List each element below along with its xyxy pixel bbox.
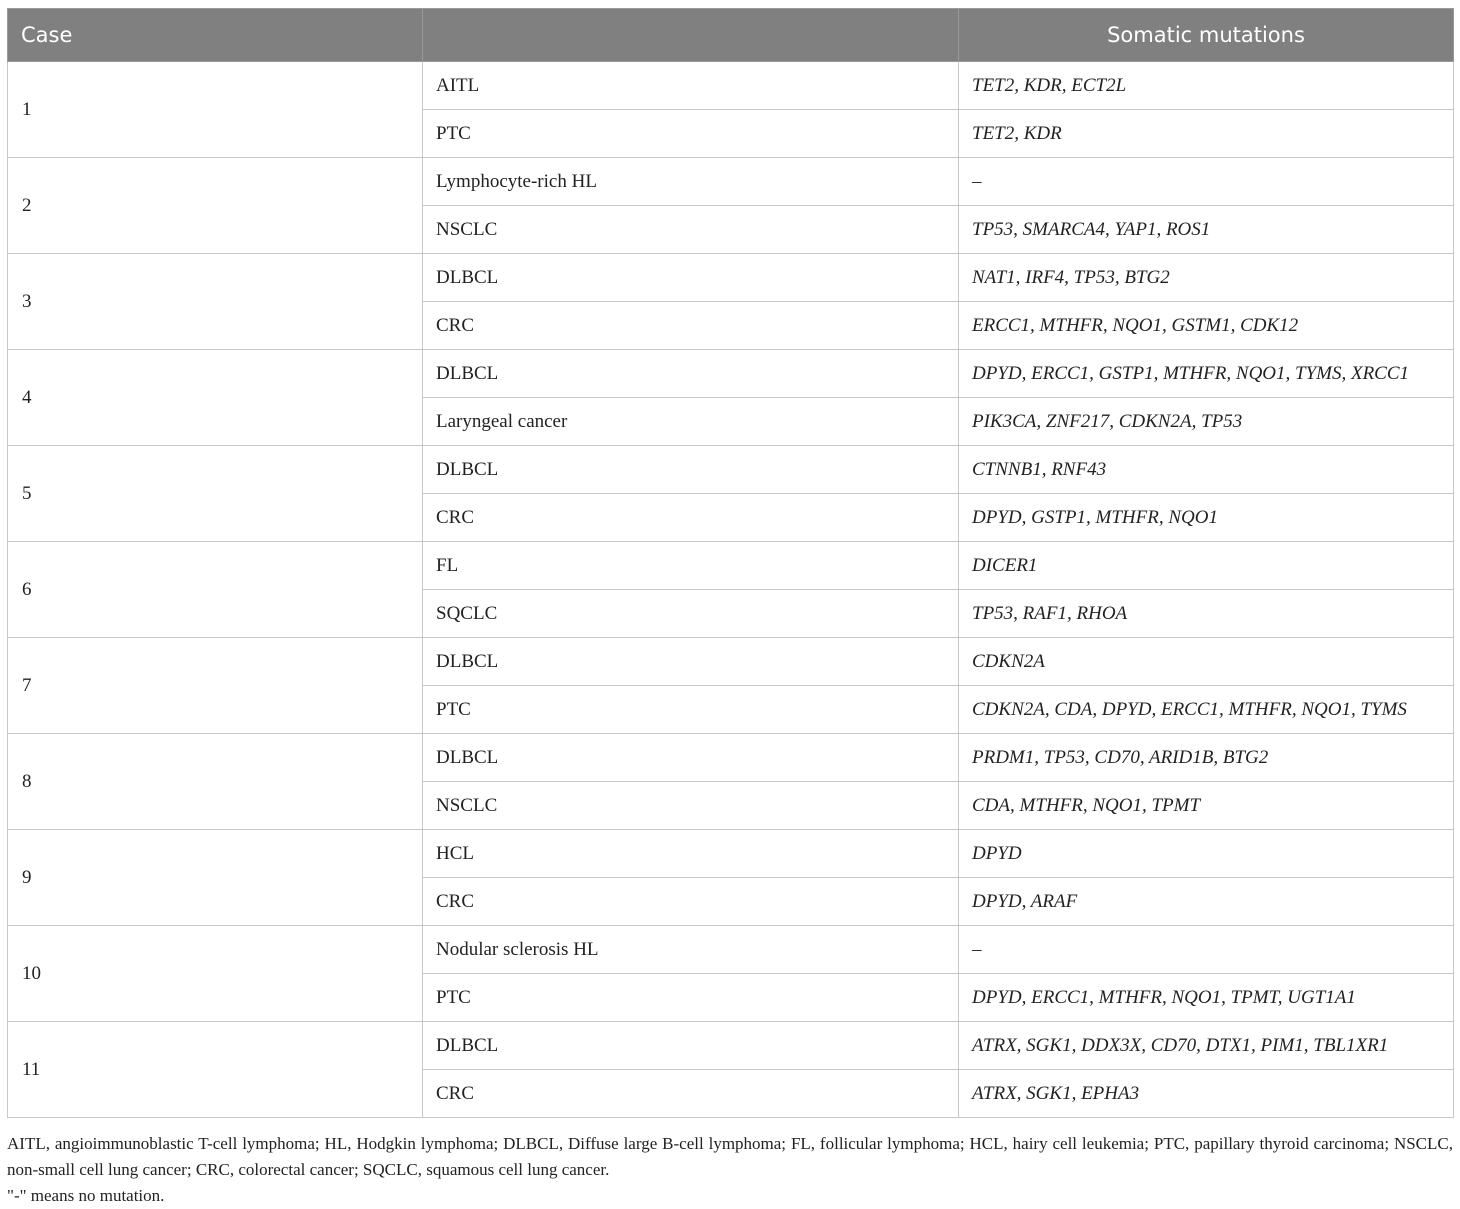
table-row [8, 254, 1454, 302]
table-row [8, 158, 1454, 206]
case-number-cell: 2 [8, 158, 423, 254]
somatic-mutations-cell: TET2, KDR [959, 110, 1454, 158]
somatic-mutations-cell: DPYD, ARAF [959, 878, 1454, 926]
cancer-type-cell: PTC [423, 974, 959, 1022]
case-number-cell: 9 [8, 830, 423, 926]
case-number-cell: 3 [8, 254, 423, 350]
table-row [8, 830, 1454, 878]
somatic-mutations-cell: PIK3CA, ZNF217, CDKN2A, TP53 [959, 398, 1454, 446]
cancer-type-cell: DLBCL [423, 734, 959, 782]
table-row [8, 734, 1454, 782]
somatic-mutations-cell: TP53, RAF1, RHOA [959, 590, 1454, 638]
table-header [8, 9, 1454, 62]
somatic-mutations-cell: CDA, MTHFR, NQO1, TPMT [959, 782, 1454, 830]
somatic-mutations-cell: DPYD, GSTP1, MTHFR, NQO1 [959, 494, 1454, 542]
cancer-type-cell: PTC [423, 110, 959, 158]
table-row [8, 62, 1454, 110]
case-number-cell: 10 [8, 926, 423, 1022]
somatic-mutations-cell: DPYD, ERCC1, GSTP1, MTHFR, NQO1, TYMS, XRCC1 [959, 350, 1454, 398]
case-number-cell: 8 [8, 734, 423, 830]
table-row [8, 926, 1454, 974]
somatic-mutations-cell: – [959, 926, 1454, 974]
cancer-type-cell: HCL [423, 830, 959, 878]
cancer-type-cell: CRC [423, 302, 959, 350]
header-case: Case [8, 9, 423, 62]
case-number-cell: 5 [8, 446, 423, 542]
case-number-cell: 7 [8, 638, 423, 734]
mutations-table [7, 8, 1454, 1118]
table-row [8, 638, 1454, 686]
header-row [8, 9, 1454, 62]
somatic-mutations-cell: ATRX, SGK1, EPHA3 [959, 1070, 1454, 1118]
somatic-mutations-cell: CDKN2A, CDA, DPYD, ERCC1, MTHFR, NQO1, TYMS [959, 686, 1454, 734]
cancer-type-cell: NSCLC [423, 206, 959, 254]
somatic-mutations-cell: TP53, SMARCA4, YAP1, ROS1 [959, 206, 1454, 254]
somatic-mutations-cell: DICER1 [959, 542, 1454, 590]
cancer-type-cell: CRC [423, 878, 959, 926]
cancer-type-cell: Lymphocyte-rich HL [423, 158, 959, 206]
somatic-mutations-cell: TET2, KDR, ECT2L [959, 62, 1454, 110]
case-number-cell: 1 [8, 62, 423, 158]
somatic-mutations-cell: CDKN2A [959, 638, 1454, 686]
cancer-type-cell: FL [423, 542, 959, 590]
abbreviations-footnote: AITL, angioimmunoblastic T-cell lymphoma; HL, Hodgkin lymphoma; DLBCL, Diffuse large B-cell lymphoma; FL, follicular lymphoma; HCL, hairy cell leukemia; PTC, papillary thyroid carcinoma; NSCLC, non-small cell lung cancer; CRC, colorectal cancer; SQCLC, squamous cell lung cancer. [7, 1134, 1453, 1179]
table-footnotes [7, 1131, 1453, 1209]
mutations-table-container [7, 8, 1453, 1118]
cancer-type-cell: Laryngeal cancer [423, 398, 959, 446]
no-mutation-footnote: "-" means no mutation. [7, 1186, 165, 1205]
header-cancer-type [423, 9, 959, 62]
table-row [8, 542, 1454, 590]
case-number-cell: 6 [8, 542, 423, 638]
cancer-type-cell: CRC [423, 494, 959, 542]
table-row [8, 350, 1454, 398]
table-body [8, 62, 1454, 1118]
cancer-type-cell: DLBCL [423, 350, 959, 398]
table-row [8, 446, 1454, 494]
case-number-cell: 11 [8, 1022, 423, 1118]
table-row [8, 1022, 1454, 1070]
somatic-mutations-cell: DPYD, ERCC1, MTHFR, NQO1, TPMT, UGT1A1 [959, 974, 1454, 1022]
case-number-cell: 4 [8, 350, 423, 446]
cancer-type-cell: CRC [423, 1070, 959, 1118]
somatic-mutations-cell: PRDM1, TP53, CD70, ARID1B, BTG2 [959, 734, 1454, 782]
cancer-type-cell: SQCLC [423, 590, 959, 638]
cancer-type-cell: DLBCL [423, 446, 959, 494]
cancer-type-cell: DLBCL [423, 254, 959, 302]
somatic-mutations-cell: NAT1, IRF4, TP53, BTG2 [959, 254, 1454, 302]
cancer-type-cell: Nodular sclerosis HL [423, 926, 959, 974]
cancer-type-cell: NSCLC [423, 782, 959, 830]
somatic-mutations-cell: DPYD [959, 830, 1454, 878]
somatic-mutations-cell: ERCC1, MTHFR, NQO1, GSTM1, CDK12 [959, 302, 1454, 350]
header-somatic-mutations: Somatic mutations [959, 9, 1454, 62]
cancer-type-cell: DLBCL [423, 638, 959, 686]
somatic-mutations-cell: CTNNB1, RNF43 [959, 446, 1454, 494]
cancer-type-cell: AITL [423, 62, 959, 110]
somatic-mutations-cell: ATRX, SGK1, DDX3X, CD70, DTX1, PIM1, TBL1XR1 [959, 1022, 1454, 1070]
cancer-type-cell: DLBCL [423, 1022, 959, 1070]
somatic-mutations-cell: – [959, 158, 1454, 206]
cancer-type-cell: PTC [423, 686, 959, 734]
